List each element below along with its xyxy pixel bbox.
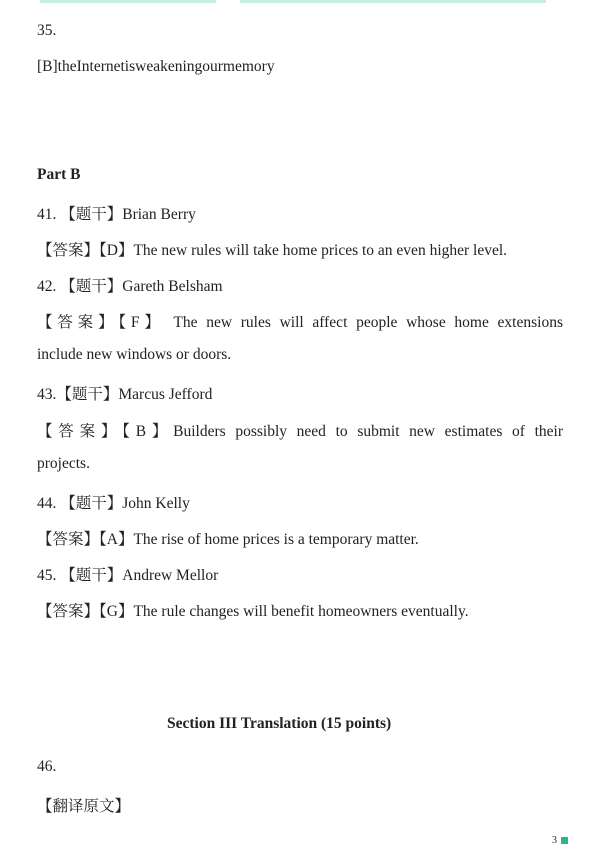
top-decor-bar-right <box>240 0 546 3</box>
question-42-stem: 42. 【题干】Gareth Belsham <box>37 278 223 295</box>
page-marker-icon <box>561 837 568 844</box>
question-45-stem: 45. 【题干】Andrew Mellor <box>37 567 219 584</box>
part-b-heading: Part B <box>37 166 81 183</box>
question-41-stem: 41. 【题干】Brian Berry <box>37 206 196 223</box>
question-45-answer: 【答案】【G】The rule changes will benefit homeowners eventually. <box>37 603 469 620</box>
page-number <box>552 835 568 846</box>
question-46-label: 【翻译原文】 <box>37 798 131 815</box>
question-42-answer-line2: include new windows or doors. <box>37 346 232 363</box>
question-43-answer-line1: 【答案】【B】Builders possibly need to submit new estimates of their <box>37 423 563 440</box>
question-35-number: 35. <box>37 22 57 39</box>
top-decor-bar-left <box>40 0 216 3</box>
question-43-stem: 43.【题干】Marcus Jefford <box>37 386 213 403</box>
question-35-answer: [B]theInternetisweakeningourmemory <box>37 58 275 75</box>
question-41-answer: 【答案】【D】The new rules will take home prices to an even higher level. <box>37 242 508 259</box>
question-42-answer-line1: 【答案】【F】 The new rules will affect people whose home extensions <box>37 314 563 331</box>
question-44-answer: 【答案】【A】The rise of home prices is a temporary matter. <box>37 531 419 548</box>
page-number-text: 3 <box>552 835 557 846</box>
question-44-stem: 44. 【题干】John Kelly <box>37 495 190 512</box>
question-43-answer-line2: projects. <box>37 455 90 472</box>
section-iii-title: Section III Translation (15 points) <box>167 715 392 732</box>
question-46-number: 46. <box>37 758 57 775</box>
